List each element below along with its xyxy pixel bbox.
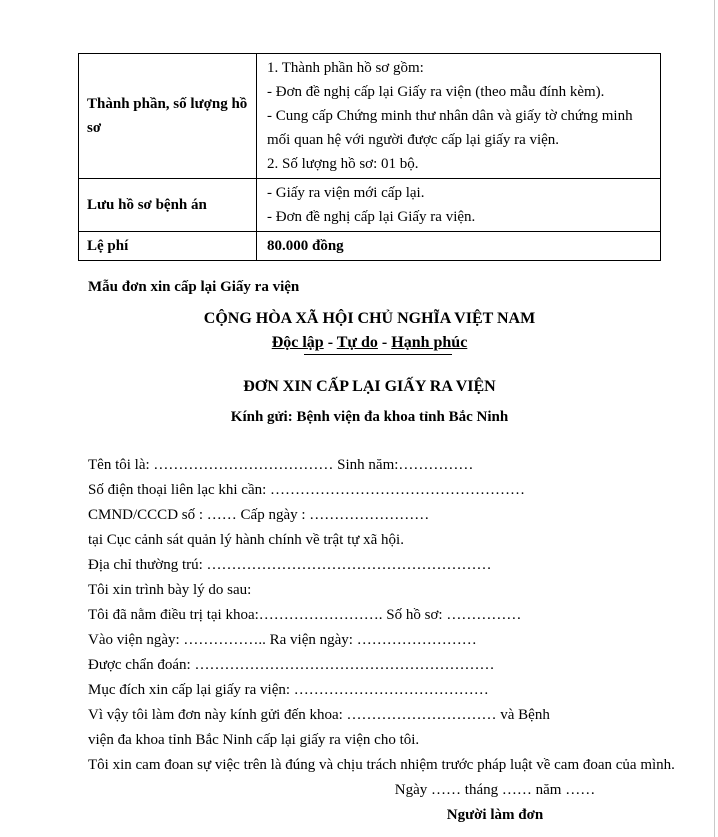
row-value-medical-record-archive bbox=[257, 179, 661, 232]
national-title: CỘNG HÒA XÃ HỘI CHỦ NGHĨA VIỆT NAM bbox=[203, 310, 536, 327]
row-value-dossier-components bbox=[257, 54, 661, 179]
motto-underline-rule bbox=[304, 354, 452, 355]
form-body bbox=[88, 453, 675, 778]
form-line-admission-discharge: Vào viện ngày: …………….. Ra viện ngày: …………………… bbox=[88, 632, 477, 648]
form-line-id-issuer: tại Cục cảnh sát quản lý hành chính về trật tự xã hội. bbox=[88, 532, 404, 548]
fee-amount: 80.000 đồng bbox=[267, 238, 344, 254]
table-cell-line: - Đơn đề nghị cấp lại Giấy ra viện. bbox=[267, 209, 476, 225]
row-label-fee: Lệ phí bbox=[79, 232, 257, 261]
table-cell-line: - Giấy ra viện mới cấp lại. bbox=[267, 185, 425, 201]
form-title: ĐƠN XIN CẤP LẠI GIẤY RA VIỆN bbox=[243, 378, 496, 395]
table-cell-line: 2. Số lượng hồ sơ: 01 bộ. bbox=[267, 156, 419, 172]
procedure-info-table bbox=[78, 53, 661, 261]
form-template-caption: Mẫu đơn xin cấp lại Giấy ra viện bbox=[88, 279, 300, 295]
form-line-phone: Số điện thoại liên lạc khi cần: …………………………………………… bbox=[88, 482, 526, 498]
form-line-commitment: Tôi xin cam đoan sự việc trên là đúng và chịu trách nhiệm trước pháp luật về cam đoan của mình. bbox=[88, 757, 675, 773]
row-label-dossier-components: Thành phần, số lượng hồ sơ bbox=[79, 54, 257, 179]
row-value-fee bbox=[257, 232, 661, 261]
form-line-request-part1: Vì vậy tôi làm đơn này kính gửi đến khoa: ………………………… và Bệnh bbox=[88, 707, 550, 723]
motto-part: Hạnh phúc bbox=[391, 334, 468, 351]
row-label-medical-record-archive: Lưu hồ sơ bệnh án bbox=[79, 179, 257, 232]
table-cell-line: - Đơn đề nghị cấp lại Giấy ra viện (theo mẫu đính kèm). bbox=[267, 84, 605, 100]
table-row-fee bbox=[79, 232, 661, 261]
table-cell-line: - Cung cấp Chứng minh thư nhân dân và giấy tờ chứng minh mối quan hệ với người được cấp lại giấy ra viện. bbox=[267, 108, 633, 148]
form-line-diagnosis: Được chẩn đoán: …………………………………………………… bbox=[88, 657, 495, 673]
table-cell-line: 1. Thành phần hồ sơ gồm: bbox=[267, 60, 424, 76]
form-line-address: Địa chỉ thường trú: ………………………………………………… bbox=[88, 557, 492, 573]
recipient-line: Kính gửi: Bệnh viện đa khoa tỉnh Bắc Ninh bbox=[230, 409, 509, 425]
form-line-id-number: CMND/CCCD số : …… Cấp ngày : …………………… bbox=[88, 507, 430, 523]
table-row-dossier-components bbox=[79, 54, 661, 179]
signature-block bbox=[360, 778, 630, 828]
motto-separator: - bbox=[323, 334, 337, 351]
form-line-request-part2: viện đa khoa tỉnh Bắc Ninh cấp lại giấy ra viện cho tôi. bbox=[88, 732, 420, 748]
page-edge-line bbox=[714, 0, 715, 837]
form-line-purpose: Mục đích xin cấp lại giấy ra viện: ………………………………… bbox=[88, 682, 489, 698]
signature-date-line: Ngày …… tháng …… năm …… bbox=[394, 782, 596, 798]
form-line-name-birthyear: Tên tôi là: ……………………………… Sinh năm:…………… bbox=[88, 457, 474, 473]
signer-label: Người làm đơn bbox=[446, 807, 544, 823]
form-line-reason-intro: Tôi xin trình bày lý do sau: bbox=[88, 582, 252, 598]
national-motto bbox=[78, 333, 661, 353]
motto-part: Tự do bbox=[336, 334, 378, 351]
motto-separator: - bbox=[377, 334, 392, 351]
motto-part: Độc lập bbox=[271, 334, 324, 351]
form-line-department-dossier: Tôi đã nằm điều trị tại khoa:……………………. Số hồ sơ: …………… bbox=[88, 607, 522, 623]
table-row-medical-record-archive bbox=[79, 179, 661, 232]
